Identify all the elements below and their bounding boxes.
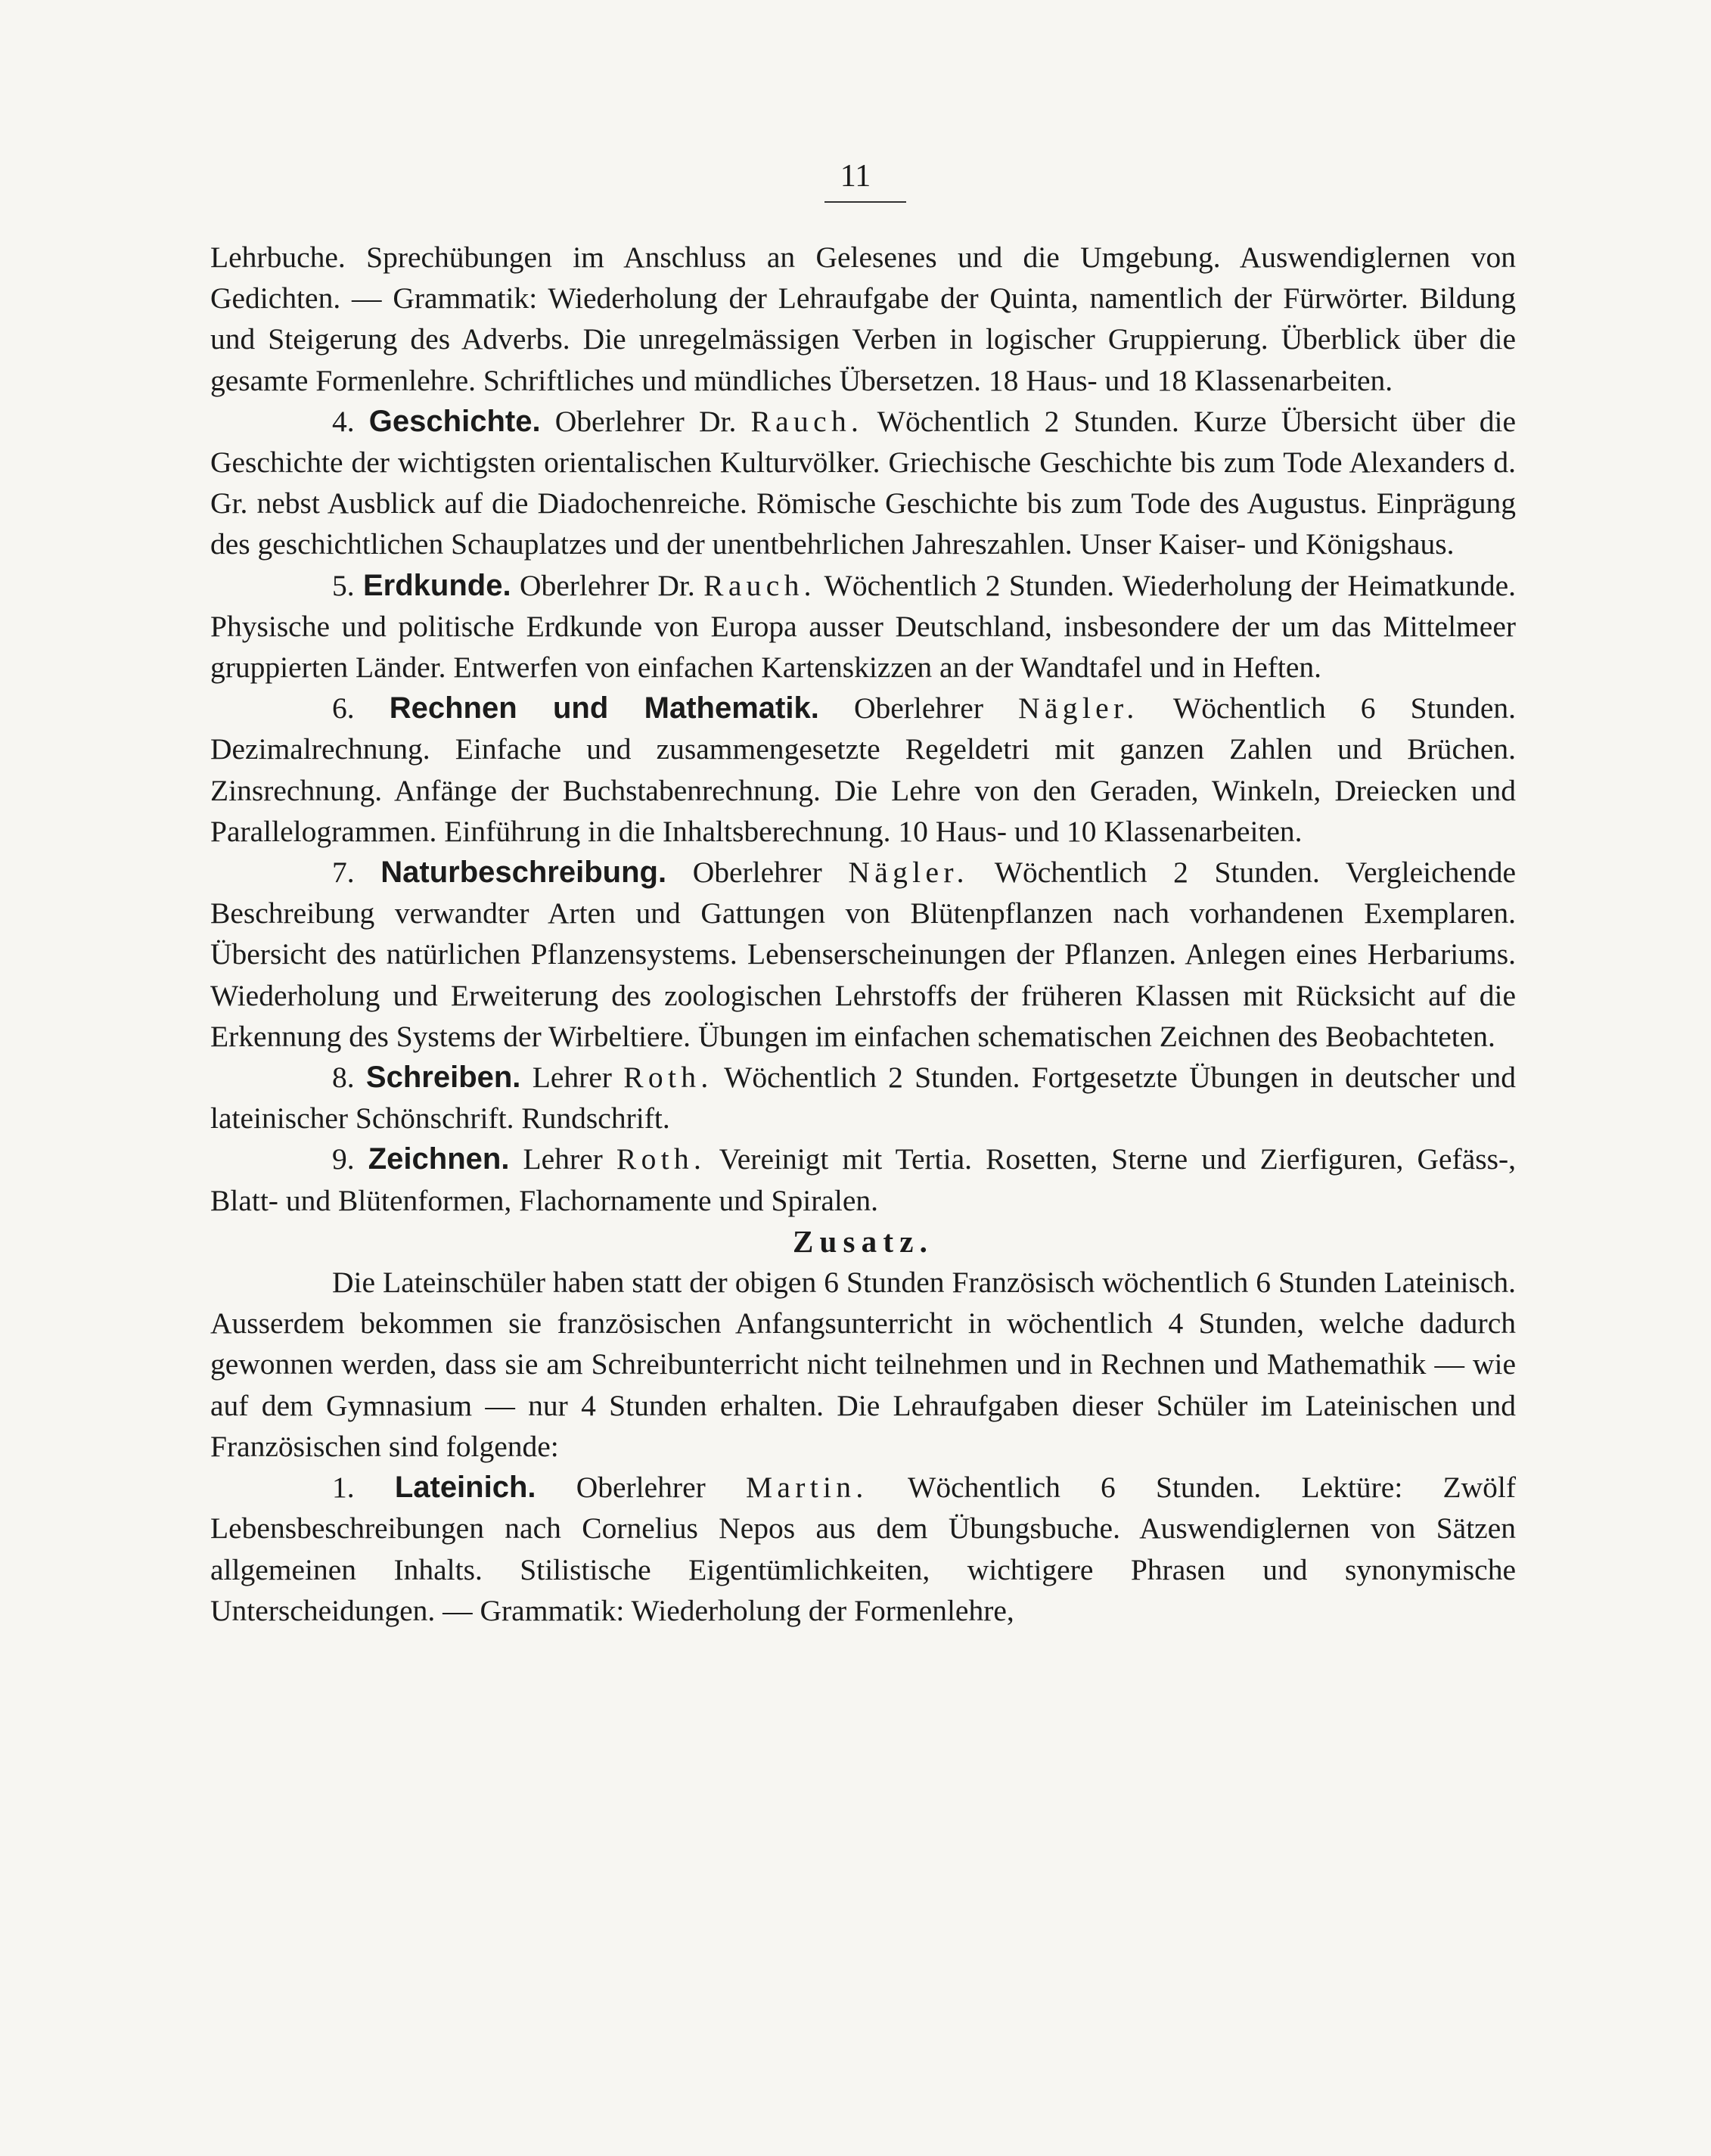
- section-heading: Rechnen und Mathematik.: [389, 691, 819, 725]
- zusatz-heading: Zusatz.: [792, 1223, 934, 1259]
- section-number: 6.: [332, 691, 355, 725]
- section-erdkunde: [210, 565, 1516, 688]
- section-number: 4.: [332, 404, 355, 438]
- section-heading: Erdkunde.: [363, 568, 511, 602]
- section-number: 9.: [332, 1142, 355, 1176]
- teacher-title: Oberlehrer: [576, 1471, 706, 1505]
- section-text: Wöchentlich 2 Stunden. Wiederholung der Heimatkunde. Physische und politische Erdkunde von Europa ausser Deutschland, insbesondere der um das Mittelmeer gruppierten Länder. Entwerfen von einfachen Kartenskizzen an der Wandtafel und in Heften.: [210, 568, 1517, 685]
- section-heading: Schreiben.: [365, 1061, 521, 1095]
- section-number: 1.: [332, 1471, 355, 1505]
- teacher-title: Lehrer: [523, 1142, 603, 1176]
- body-text: [210, 237, 1516, 1631]
- section-heading: Geschichte.: [368, 404, 541, 438]
- teacher-name: Martin.: [745, 1471, 868, 1505]
- teacher-title: Oberlehrer: [853, 691, 983, 725]
- section-heading: Naturbeschreibung.: [380, 856, 667, 890]
- section-number: 8.: [332, 1061, 355, 1095]
- section-text: Wöchentlich 2 Stunden. Vergleichende Beschreibung verwandter Arten und Gattungen von Blütenpflanzen nach vorhandenen Exemplaren. Übersicht des natürlichen Pflanzensystems. Lebenserscheinungen der Pflanzen. Anlegen eines Herbariums. Wiederholung und Erweiterung des zoologischen Lehrstoffs der früheren Klassen mit Rücksicht auf die Erkennung des Systems der Wirbeltiere. Übungen im einfachen schematischen Zeichnen des Beobachteten.: [210, 856, 1516, 1053]
- section-rechnen: [210, 688, 1516, 852]
- section-number: 7.: [332, 856, 355, 890]
- teacher-name: Nägler.: [848, 856, 969, 890]
- section-naturbeschreibung: [210, 852, 1516, 1057]
- teacher-name: Roth.: [616, 1142, 706, 1176]
- section-text: Wöchentlich 2 Stunden. Fortgesetzte Übungen in deutscher und lateinischer Schönschrift. Rundschrift.: [210, 1061, 1517, 1135]
- teacher-name: Rauch.: [750, 404, 864, 438]
- section-zeichnen: [210, 1139, 1516, 1220]
- teacher-name: Nägler.: [1018, 691, 1139, 725]
- teacher-title: Lehrer: [532, 1061, 612, 1095]
- section-text: Wöchentlich 6 Stunden. Lektüre: Zwölf Lebensbeschreibungen nach Cornelius Nepos aus dem Übungsbuche. Auswendiglernen von Sätzen allgemeinen Inhalts. Stilistische Eigentümlichkeiten, wichtigere Phrasen und synonymische Unterscheidungen. — Grammatik: Wiederholung der Formenlehre,: [210, 1471, 1517, 1627]
- section-text: Vereinigt mit Tertia. Rosetten, Sterne und Zierfiguren, Gefäss-, Blatt- und Blütenformen, Flachornamente und Spiralen.: [210, 1142, 1517, 1217]
- intro-paragraph: Lehrbuche. Sprechübungen im Anschluss an Gelesenes und die Umgebung. Auswendiglernen von Gedichten. — Grammatik: Wiederholung der Lehraufgabe der Quinta, namentlich der Fürwörter. Bildung und Steigerung des Adverbs. Die unregelmässigen Verben in logischer Gruppierung. Überblick über die gesamte Formenlehre. Schriftliches und mündliches Übersetzen. 18 Haus- und 18 Klassenarbeiten.: [210, 241, 1516, 397]
- page-number-rule: [824, 201, 906, 203]
- section-number: 5.: [332, 568, 355, 602]
- section-text: Wöchentlich 6 Stunden. Dezimalrechnung. Einfache und zusammengesetzte Regeldetri mit ganzen Zahlen und Brüchen. Zinsrechnung. Anfänge der Buchstabenrechnung. Die Lehre von den Geraden, Winkeln, Dreiecken und Parallelogrammen. Einführung in die Inhaltsberechnung. 10 Haus- und 10 Klassenarbeiten.: [210, 691, 1517, 848]
- teacher-title: Oberlehrer: [692, 856, 822, 890]
- teacher-title: Oberlehrer Dr.: [554, 404, 737, 438]
- section-schreiben: [210, 1057, 1516, 1139]
- section-geschichte: [210, 401, 1516, 565]
- teacher-title: Oberlehrer Dr.: [519, 568, 695, 602]
- section-heading: Zeichnen.: [368, 1142, 510, 1176]
- teacher-name: Roth.: [623, 1061, 713, 1095]
- teacher-name: Rauch.: [703, 568, 816, 602]
- zusatz-paragraph: Die Lateinschüler haben statt der obigen 6 Stunden Französisch wöchentlich 6 Stunden Lateinisch. Ausserdem bekommen sie französischen Anfangsunterricht in wöchentlich 4 Stunden, welche dadurch gewonnen werden, dass sie am Schreibunterricht nicht teilnehmen und in Rechnen und Mathemathik — wie auf dem Gymnasium — nur 4 Stunden erhalten. Die Lehraufgaben dieser Schüler im Lateinischen und Französischen sind folgende:: [210, 1266, 1516, 1463]
- page-number: 11: [840, 159, 871, 194]
- section-lateinisch: [210, 1467, 1516, 1631]
- section-text: Wöchentlich 2 Stunden. Kurze Übersicht über die Geschichte der wichtigsten orientalischen Kulturvölker. Griechische Geschichte bis zum Tode Alexanders d. Gr. nebst Ausblick auf die Diadochenreiche. Römische Geschichte bis zum Tode des Augustus. Einprägung des geschichtlichen Schauplatzes und der unentbehrlichen Jahreszahlen. Unser Kaiser- und Königshaus.: [210, 404, 1517, 561]
- section-heading: Lateinich.: [394, 1471, 536, 1505]
